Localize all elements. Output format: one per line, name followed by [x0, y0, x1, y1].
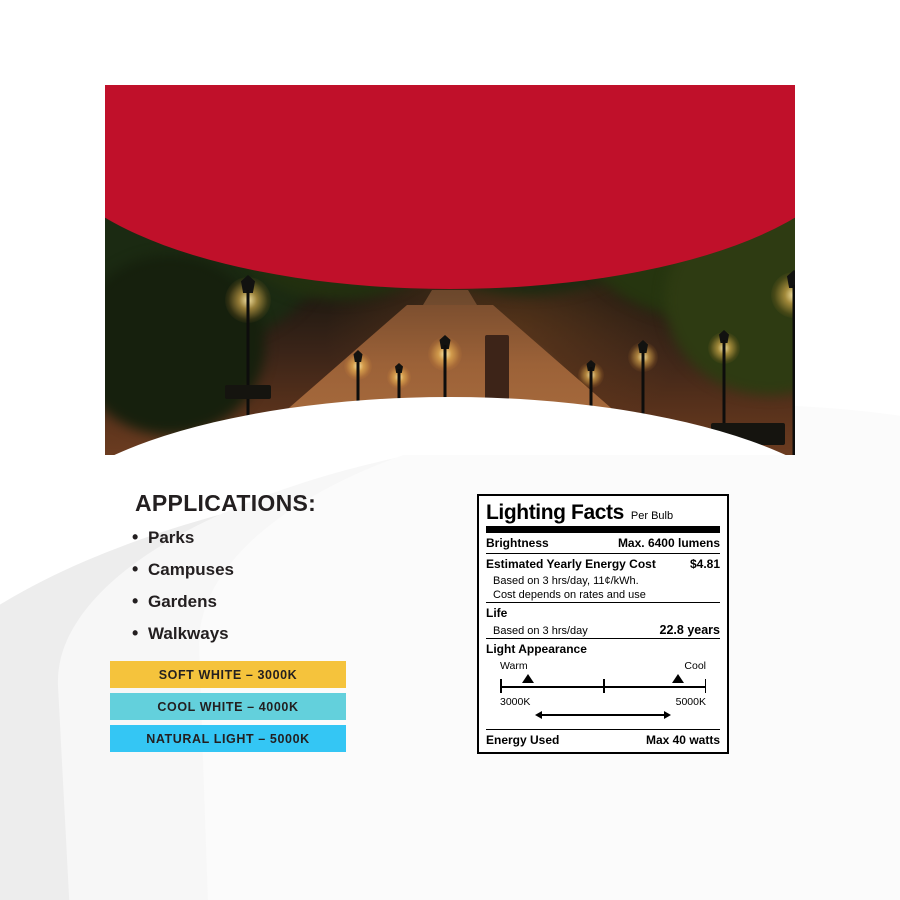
scale-kelvin-values	[500, 696, 706, 708]
scale-tick-left	[500, 679, 502, 693]
facts-row-brightness	[479, 533, 727, 553]
facts-row-life	[479, 622, 727, 638]
park-bench	[225, 385, 271, 399]
scale-max-kelvin: 5000K	[675, 696, 706, 708]
cct-option-cool-white[interactable]: COOL WHITE – 4000K	[110, 693, 346, 720]
appearance-scale-graphic	[500, 672, 706, 724]
facts-per-bulb: Per Bulb	[630, 510, 674, 522]
facts-title: Lighting Facts	[486, 501, 624, 524]
life-note: Based on 3 hrs/day	[493, 625, 588, 637]
list-item: • Walkways	[132, 624, 234, 644]
facts-row-energy-note-2	[479, 588, 727, 602]
list-item: • Campuses	[132, 560, 234, 580]
energy-used-label: Energy Used	[486, 733, 560, 747]
facts-header	[479, 500, 727, 526]
appearance-cool-label: Cool	[684, 660, 706, 672]
scale-marker-warm	[522, 674, 534, 683]
page-title: APPLICATIONS:	[135, 490, 317, 516]
cct-option-natural-light[interactable]: NATURAL LIGHT – 5000K	[110, 725, 346, 752]
facts-row-energy-cost	[479, 554, 727, 574]
color-temperature-options	[110, 661, 346, 757]
list-item: • Gardens	[132, 592, 234, 612]
appearance-warm-label: Warm	[500, 660, 528, 672]
scale-min-kelvin: 3000K	[500, 696, 531, 708]
energy-cost-note-2: Cost depends on rates and use	[493, 589, 646, 601]
scale-tick-right	[705, 679, 707, 693]
facts-row-energy-note-1	[479, 574, 727, 588]
energy-cost-note-1: Based on 3 hrs/day, 11¢/kWh.	[493, 575, 639, 587]
energy-cost-value: $4.81	[689, 557, 720, 571]
lighting-facts-label	[477, 494, 729, 754]
scale-marker-cool	[672, 674, 684, 683]
scale-range-arrow	[542, 714, 664, 716]
facts-row-energy-used	[479, 730, 727, 752]
brightness-label: Brightness	[486, 536, 549, 550]
facts-divider-thick	[486, 526, 720, 533]
applications-list	[132, 528, 234, 656]
cct-option-soft-white[interactable]: SOFT WHITE – 3000K	[110, 661, 346, 688]
list-item: • Parks	[132, 528, 234, 548]
hero-banner	[105, 85, 795, 455]
scale-tick-mid	[603, 679, 605, 693]
appearance-endpoint-labels	[486, 660, 720, 672]
energy-cost-label: Estimated Yearly Energy Cost	[486, 557, 656, 571]
life-label: Life	[486, 606, 508, 620]
brightness-value: Max. 6400 lumens	[617, 536, 720, 550]
appearance-label: Light Appearance	[486, 642, 587, 656]
life-value: 22.8 years	[659, 623, 720, 637]
light-appearance-scale	[479, 658, 727, 729]
energy-used-value: Max 40 watts	[645, 733, 720, 747]
